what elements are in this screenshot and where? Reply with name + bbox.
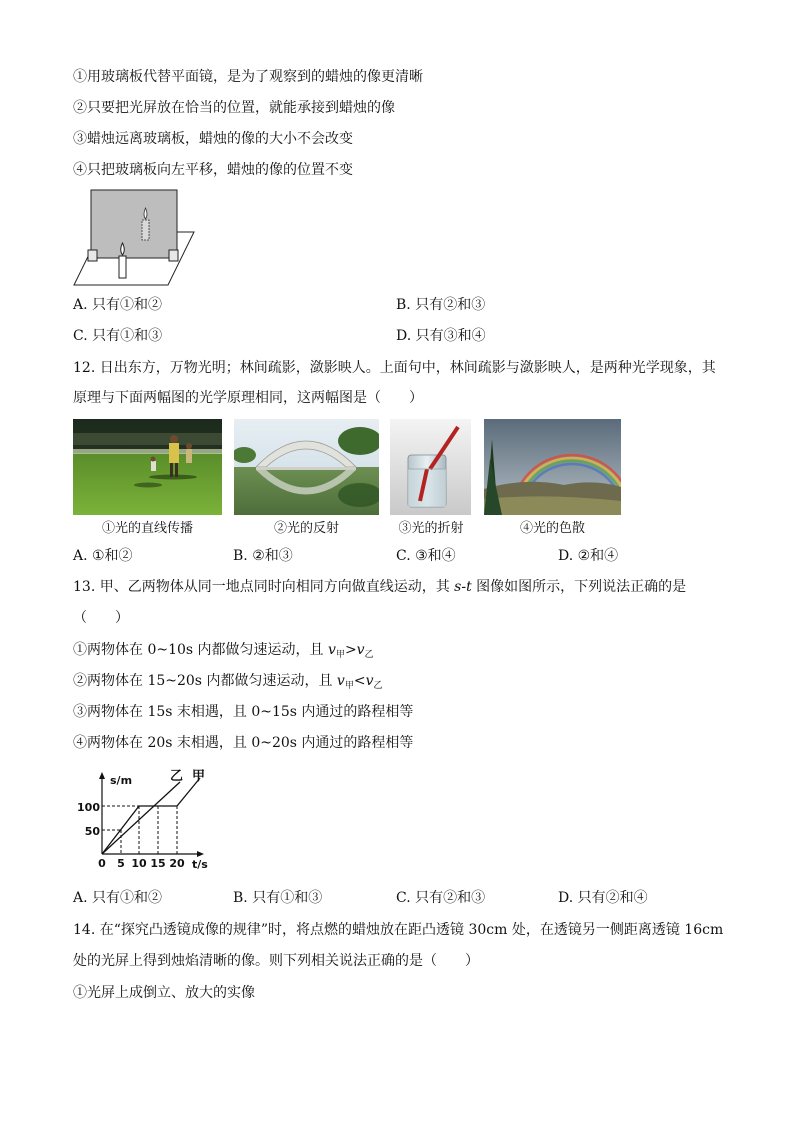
q11-statement-2: ②只要把光屏放在恰当的位置，就能承接到蜡烛的像 [73, 100, 395, 116]
q12-stem-line-2: 原理与下面两幅图的光学原理相同，这两幅图是（ ） [73, 390, 423, 406]
q11-option-a: A. 只有①和② [73, 297, 163, 313]
q11-option-d: D. 只有③和④ [396, 328, 486, 344]
q13-option-c: C. 只有②和③ [396, 890, 486, 906]
q12-option-b: B. ②和③ [233, 548, 293, 564]
bridge-reflection-photo [234, 419, 379, 515]
caption-photo-1: ①光的直线传播 [101, 521, 193, 536]
q14-statement-1: ①光屏上成倒立、放大的实像 [73, 985, 255, 1001]
x-axis-label: t/s [192, 858, 208, 871]
x-tick-20: 20 [169, 857, 185, 870]
q13-stem-line-2: （ ） [73, 610, 129, 626]
y-tick-50: 50 [84, 825, 100, 838]
caption-photo-3: ③光的折射 [398, 521, 464, 536]
q13-option-a: A. 只有①和② [73, 890, 163, 906]
q11-option-c: C. 只有①和③ [73, 328, 163, 344]
q11-statement-4: ④只把玻璃板向左平移，蜡烛的像的位置不变 [73, 162, 353, 178]
q14-stem-line-1: 14. 在“探究凸透镜成像的规律”时，将点燃的蜡烛放在距凸透镜 30cm 处，在透镜另一侧距离透镜 16cm [73, 922, 724, 938]
q13-statement-1: ①两物体在 0~10s 内都做匀速运动，且 $v_甲>v_乙$ [73, 642, 374, 660]
line-jia [102, 778, 200, 854]
q13-option-b: B. 只有①和③ [233, 890, 323, 906]
q13-statement-2: ②两物体在 15~20s 内都做匀速运动，且 $v_甲<v_乙$ [73, 673, 383, 691]
x-tick-15: 15 [150, 857, 166, 870]
q12-option-c: C. ③和④ [396, 548, 456, 564]
caption-photo-4: ④光的色散 [519, 521, 585, 536]
shadow-field-photo [73, 419, 222, 515]
rainbow-photo [484, 419, 621, 515]
pencil-in-water-photo [390, 419, 471, 515]
q14-stem-line-2: 处的光屏上得到烛焰清晰的像。则下列相关说法正确的是（ ） [73, 953, 479, 969]
glass-plate-candle-figure [72, 188, 196, 288]
y-tick-100: 100 [77, 801, 100, 814]
q13-stem-line-1: 13. 甲、乙两物体从同一地点同时向相同方向做直线运动，其 s-t 图像如图所示，下列说法正确的是 [73, 579, 687, 595]
q13-statement-3: ③两物体在 15s 末相遇，且 0~15s 内通过的路程相等 [73, 704, 414, 720]
q12-option-a: A. ①和② [73, 548, 133, 564]
x-tick-10: 10 [131, 857, 147, 870]
series-label-yi: 乙 [170, 769, 184, 784]
q13-statement-4: ④两物体在 20s 末相遇，且 0~20s 内通过的路程相等 [73, 735, 414, 751]
x-tick-0: 0 [98, 857, 106, 870]
q13-option-d: D. 只有②和④ [558, 890, 648, 906]
line-yi [102, 782, 180, 854]
q11-statement-3: ③蜡烛远离玻璃板，蜡烛的像的大小不会改变 [73, 131, 353, 147]
st-graph [72, 764, 216, 874]
series-label-jia: 甲 [192, 769, 206, 784]
q12-option-d: D. ②和④ [558, 548, 619, 564]
x-tick-5: 5 [117, 857, 125, 870]
q11-statement-1: ①用玻璃板代替平面镜，是为了观察到的蜡烛的像更清晰 [73, 69, 423, 85]
q11-option-b: B. 只有②和③ [396, 297, 486, 313]
caption-photo-2: ②光的反射 [273, 521, 339, 536]
q12-stem-line-1: 12. 日出东方，万物光明；林间疏影，潋影映人。上面句中，林间疏影与潋影映人，是两种光学现象，其 [73, 360, 716, 376]
y-axis-label: s/m [110, 774, 133, 787]
